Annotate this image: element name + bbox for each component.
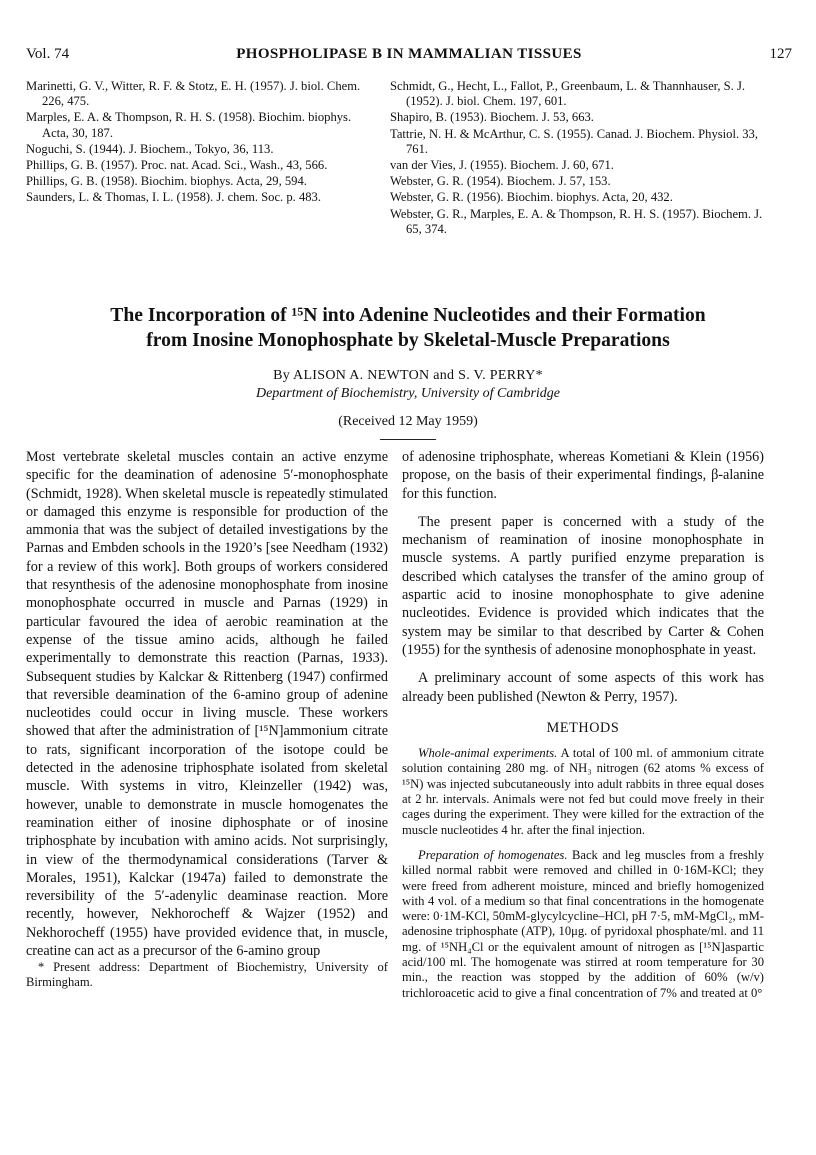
- reference-item: Schmidt, G., Hecht, L., Fallot, P., Greenbaum, L. & Thannhauser, S. J. (1952). J. biol. Chem. 197, 601.: [390, 79, 745, 109]
- page-number: 127: [769, 46, 792, 62]
- article-title-line-1: The Incorporation of ¹⁵N into Adenine Nucleotides and their Formation: [110, 305, 706, 326]
- reference-item: van der Vies, J. (1955). Biochem. J. 60, 671.: [390, 158, 614, 173]
- body-right-column: [402, 448, 764, 1011]
- article-title-line-2: from Inosine Monophosphate by Skeletal-Muscle Preparations: [146, 330, 670, 351]
- methods-heading: METHODS: [546, 719, 620, 736]
- whole-animal-heading: Whole-animal experiments.: [418, 746, 558, 761]
- references-left-column: [26, 79, 378, 207]
- volume-label: Vol. 74: [26, 46, 70, 62]
- running-header: [26, 46, 792, 68]
- homogenates-text: Back and leg muscles from a freshly killed normal rabbit were removed and chilled in 0·16M-KCl; they were freed from adherent moisture, minced and briefly homogenized with 4 vol. of a medium so that final concentrations in the homogenate were: 0·1M-KCl, 50mM-glycylcycline–HCl, pH 7·5, mM-MgCl₂, mM-adenosine triphosphate (ATP), 10μg. of pyridoxal phosphate/ml. and 11 mg. of ¹⁵NH₄Cl or the equivalent amount of nitrogen as [¹⁵N]aspartic acid/100 ml. The homogenate was stirred at room temperature for 30 min., the reaction was stopped by the addition of 60% (w/v) trichloroacetic acid to give a final concentration of 7% and treated at 0°: [402, 847, 764, 1000]
- aim-paragraph: The present paper is concerned with a study of the mechanism of reamination of inosine monophosphate in muscle systems. A partly purified enzyme preparation is described which catalyses the transfer of the amino group of aspartic acid to inosine monophosphate to give adenine nucleotides. Evidence is provided which indicates that the system may be similar to that described by Carter & Cohen (1955) for the synthesis of adenosine monophosphate in yeast.: [402, 513, 764, 658]
- whole-animal-text: A total of 100 ml. of ammonium citrate solution containing 280 mg. of NH₃ nitrogen (62 atoms % excess of ¹⁵N) was injected subcutaneously into adult rabbits in three equal doses at 2 hr. intervals. Animals were not fed but could move freely in their cages during the experiment. They were killed for the extraction of the muscle nucleotides 4 hr. after the final injection.: [402, 746, 764, 837]
- preliminary-paragraph: A preliminary account of some aspects of this work has already been published (Newton & Perry, 1957).: [402, 670, 764, 705]
- reference-item: Saunders, L. & Thomas, I. L. (1958). J. chem. Soc. p. 483.: [26, 190, 321, 205]
- intro-paragraph: Most vertebrate skeletal muscles contain an active enzyme specific for the deamination of adenosine 5′-monophosphate (Schmidt, 1928). When skeletal muscle is repeatedly stimulated or damaged this enzyme is responsible for production of the ammonia that was the subject of detailed investigations by the Parnas and Embden schools in the 1920’s [see Needham (1932) for a review of this work]. Both groups of workers considered that resynthesis of the adenosine monophosphate from inosine monophosphate occurred in muscle and Parnas (1929) in particular favoured the idea of aerobic reamination at the expense of the tissue amino acids, although he failed experimentally to demonstrate this reaction (Parnas, 1933). Subsequent studies by Kalckar & Rittenberg (1947) confirmed that reversible deamination of the 6-amino group of adenine nucleotides could occur in living muscle. These workers showed that after the administration of [¹⁵N]ammonium citrate to rats, significant incorporation of the isotope could be detected in the adenosine triphosphate isolated from skeletal muscle. With systems in vitro, Kleinzeller (1942) was, however, unable to demonstrate in muscle homogenates the reamination either of inosine diphosphate or of inosine triphosphate by incubation with amino acids. Not surprisingly, in view of the thermodynamical considerations (Tarver & Morales, 1951), Kalckar (1947a) failed to demonstrate the reversibility of the 5′-adenylic deaminase reaction. More recently, however, Nekhorocheff & Wajzer (1952) and Nekhorocheff (1955) have provided evidence that, in muscle, creatine can act as a precursor of the 6-amino group: [26, 449, 388, 960]
- homogenates-paragraph: [402, 848, 764, 1001]
- author-footnote: * Present address: Department of Biochemistry, University of Birmingham.: [26, 960, 388, 990]
- body-left-column: [26, 448, 388, 990]
- reference-item: Phillips, G. B. (1957). Proc. nat. Acad. Sci., Wash., 43, 566.: [26, 158, 328, 173]
- intro-continuation: of adenosine triphosphate, whereas Kometiani & Klein (1956) propose, on the basis of their experimental findings, β-alanine for this function.: [402, 449, 764, 502]
- references-right-column: [390, 79, 770, 238]
- reference-item: Webster, G. R. (1954). Biochem. J. 57, 153.: [390, 174, 611, 189]
- reference-item: Noguchi, S. (1944). J. Biochem., Tokyo, 36, 113.: [26, 141, 274, 156]
- divider-rule: [380, 439, 436, 440]
- article-title: [20, 303, 796, 353]
- reference-item: Webster, G. R. (1956). Biochim. biophys. Acta, 20, 432.: [390, 190, 673, 205]
- running-title: PHOSPHOLIPASE B IN MAMMALIAN TISSUES: [236, 46, 582, 62]
- whole-animal-paragraph: [402, 746, 764, 838]
- reference-item: Tattrie, N. H. & McArthur, C. S. (1955). Canad. J. Biochem. Physiol. 33, 761.: [390, 126, 758, 156]
- received-date: (Received 12 May 1959): [338, 414, 478, 429]
- reference-item: Phillips, G. B. (1958). Biochim. biophys. Acta, 29, 594.: [26, 174, 307, 189]
- author-affiliation: Department of Biochemistry, University of Cambridge: [255, 386, 561, 401]
- methods-text: [402, 746, 764, 1001]
- reference-item: Webster, G. R., Marples, E. A. & Thompson, R. H. S. (1957). Biochem. J. 65, 374.: [390, 206, 763, 236]
- reference-item: Shapiro, B. (1953). Biochem. J. 53, 663.: [390, 110, 594, 125]
- reference-item: Marinetti, G. V., Witter, R. F. & Stotz, E. H. (1957). J. biol. Chem. 226, 475.: [26, 79, 361, 109]
- homogenates-heading: Preparation of homogenates.: [418, 847, 568, 862]
- reference-item: Marples, E. A. & Thompson, R. H. S. (1958). Biochim. biophys. Acta, 30, 187.: [26, 110, 352, 140]
- author-byline: By ALISON A. NEWTON and S. V. PERRY*: [273, 368, 543, 383]
